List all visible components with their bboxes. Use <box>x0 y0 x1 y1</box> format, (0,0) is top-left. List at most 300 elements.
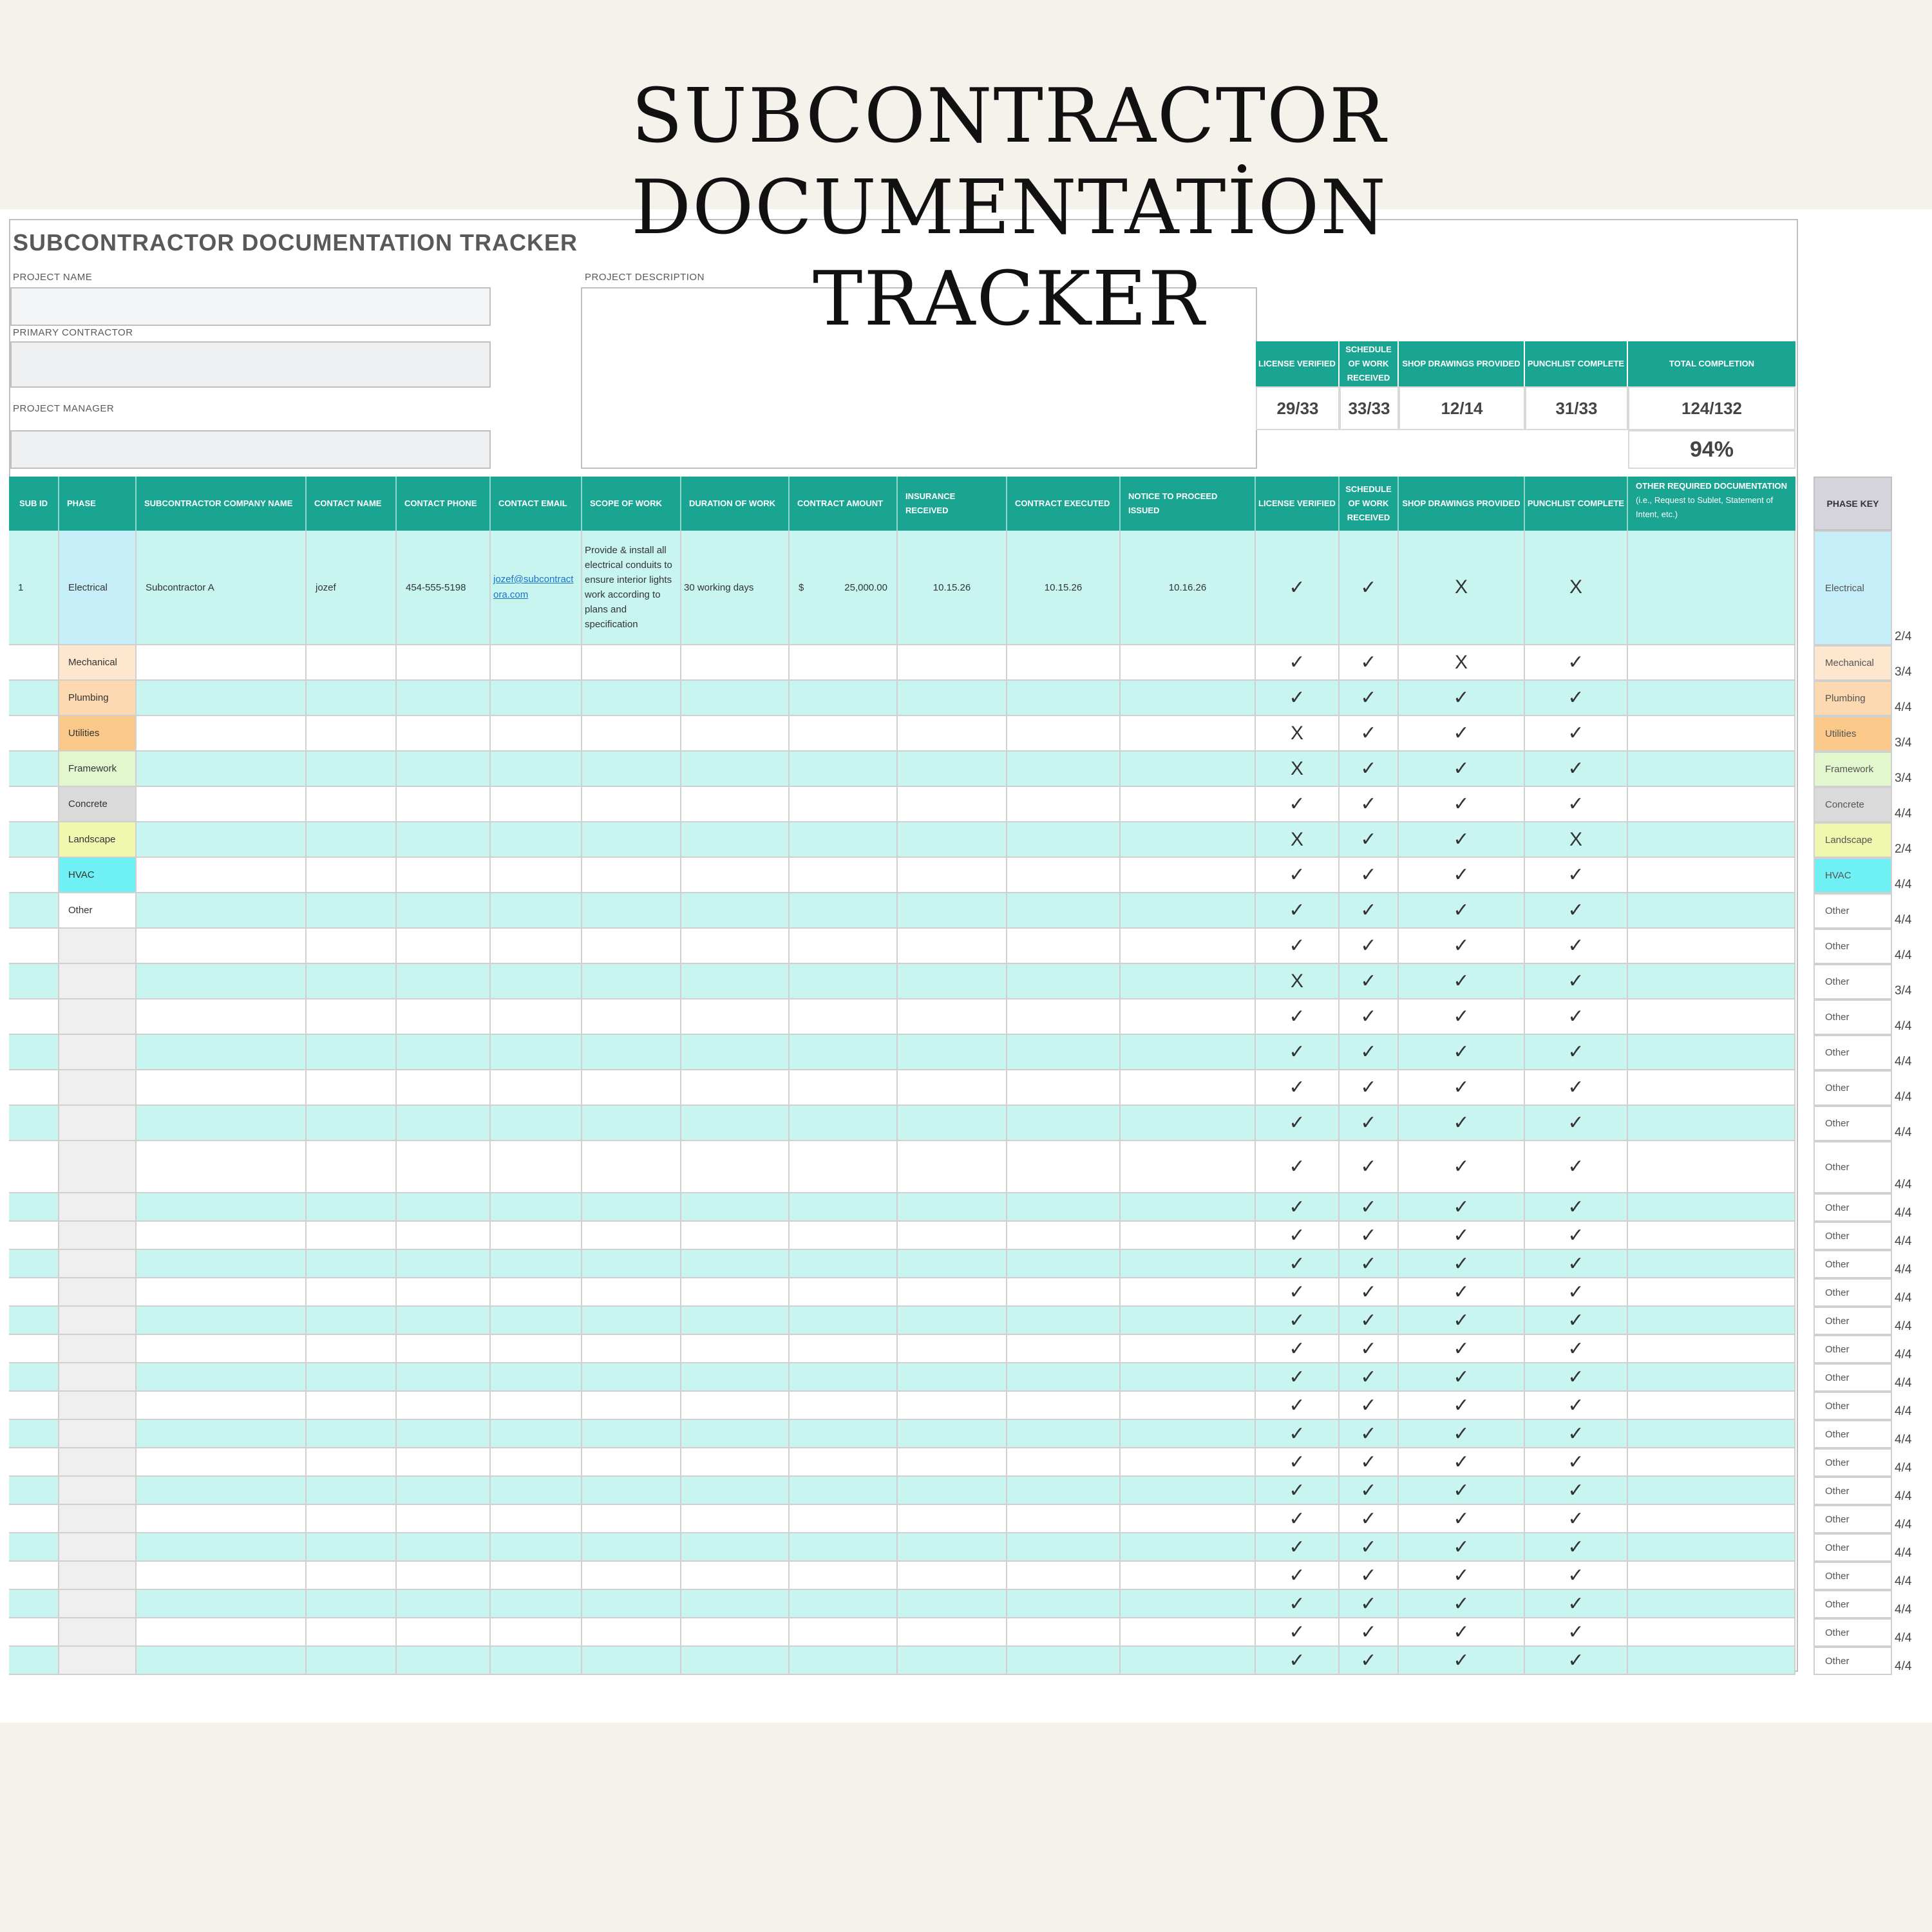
status-check-mark[interactable]: ✓ <box>1340 1070 1399 1106</box>
table-cell[interactable] <box>9 1477 59 1505</box>
table-cell[interactable] <box>1628 531 1795 645</box>
table-cell[interactable] <box>137 1070 307 1106</box>
table-cell[interactable] <box>1121 893 1256 929</box>
table-cell[interactable] <box>9 1307 59 1335</box>
table-cell[interactable] <box>137 1335 307 1363</box>
table-cell[interactable] <box>307 929 397 964</box>
table-cell[interactable] <box>59 1590 137 1618</box>
table-cell[interactable] <box>681 1222 790 1250</box>
status-check-mark[interactable]: ✓ <box>1256 1035 1340 1070</box>
status-check-mark[interactable]: ✓ <box>1399 1618 1525 1647</box>
status-check-mark[interactable]: ✓ <box>1340 1335 1399 1363</box>
table-cell[interactable] <box>137 1477 307 1505</box>
status-x-mark[interactable]: X <box>1256 822 1340 858</box>
table-cell[interactable] <box>1628 1335 1795 1363</box>
table-cell[interactable] <box>9 929 59 964</box>
phase-cell[interactable]: Plumbing <box>59 681 137 716</box>
table-cell[interactable] <box>1121 1106 1256 1141</box>
table-cell[interactable] <box>59 1618 137 1647</box>
table-cell[interactable] <box>898 929 1007 964</box>
table-cell[interactable] <box>9 1035 59 1070</box>
table-cell[interactable] <box>898 1035 1007 1070</box>
status-check-mark[interactable]: ✓ <box>1340 1278 1399 1307</box>
table-cell[interactable] <box>9 716 59 752</box>
table-cell[interactable] <box>307 1505 397 1533</box>
table-cell[interactable] <box>681 1533 790 1562</box>
table-cell[interactable] <box>9 1363 59 1392</box>
status-check-mark[interactable]: ✓ <box>1256 1533 1340 1562</box>
table-cell[interactable] <box>790 1505 898 1533</box>
table-cell[interactable] <box>59 1647 137 1675</box>
table-cell[interactable] <box>1121 1505 1256 1533</box>
table-cell[interactable] <box>491 1562 582 1590</box>
table-cell[interactable] <box>898 1250 1007 1278</box>
table-cell[interactable] <box>59 1448 137 1477</box>
status-check-mark[interactable]: ✓ <box>1256 1070 1340 1106</box>
table-cell[interactable] <box>1007 1420 1121 1448</box>
table-cell[interactable] <box>59 1363 137 1392</box>
table-cell[interactable] <box>1628 1477 1795 1505</box>
table-cell[interactable] <box>681 858 790 893</box>
table-cell[interactable] <box>307 787 397 822</box>
status-check-mark[interactable]: ✓ <box>1256 929 1340 964</box>
status-check-mark[interactable]: ✓ <box>1340 1477 1399 1505</box>
status-x-mark[interactable]: X <box>1399 645 1525 681</box>
status-check-mark[interactable]: ✓ <box>1525 1307 1628 1335</box>
table-cell[interactable] <box>790 681 898 716</box>
table-cell[interactable] <box>1628 716 1795 752</box>
table-cell[interactable] <box>582 1533 681 1562</box>
table-cell[interactable] <box>582 716 681 752</box>
table-cell[interactable] <box>1628 1278 1795 1307</box>
insurance-cell[interactable]: 10.15.26 <box>898 531 1007 645</box>
status-check-mark[interactable]: ✓ <box>1399 1477 1525 1505</box>
table-cell[interactable] <box>9 1420 59 1448</box>
table-cell[interactable] <box>307 1562 397 1590</box>
table-cell[interactable] <box>790 752 898 787</box>
table-cell[interactable] <box>307 893 397 929</box>
status-check-mark[interactable]: ✓ <box>1340 752 1399 787</box>
table-cell[interactable] <box>681 1106 790 1141</box>
table-cell[interactable] <box>9 1193 59 1222</box>
status-check-mark[interactable]: ✓ <box>1399 999 1525 1035</box>
status-check-mark[interactable]: ✓ <box>1256 1141 1340 1193</box>
table-cell[interactable] <box>491 1533 582 1562</box>
table-cell[interactable] <box>397 1106 491 1141</box>
table-cell[interactable] <box>307 1250 397 1278</box>
table-cell[interactable] <box>9 964 59 999</box>
table-cell[interactable] <box>307 1278 397 1307</box>
table-cell[interactable] <box>790 1070 898 1106</box>
status-check-mark[interactable]: ✓ <box>1525 716 1628 752</box>
table-cell[interactable] <box>9 1070 59 1106</box>
table-cell[interactable] <box>582 1278 681 1307</box>
table-cell[interactable] <box>898 999 1007 1035</box>
status-check-mark[interactable]: ✓ <box>1256 1448 1340 1477</box>
table-cell[interactable] <box>307 858 397 893</box>
table-cell[interactable] <box>137 1533 307 1562</box>
table-cell[interactable] <box>9 1618 59 1647</box>
table-cell[interactable] <box>307 1477 397 1505</box>
table-cell[interactable] <box>898 1141 1007 1193</box>
table-cell[interactable] <box>137 822 307 858</box>
status-check-mark[interactable]: ✓ <box>1525 1222 1628 1250</box>
table-cell[interactable] <box>582 787 681 822</box>
table-cell[interactable] <box>790 1647 898 1675</box>
phase-cell[interactable]: Electrical <box>59 531 137 645</box>
table-cell[interactable] <box>1121 645 1256 681</box>
status-check-mark[interactable]: ✓ <box>1399 752 1525 787</box>
status-check-mark[interactable]: ✓ <box>1399 681 1525 716</box>
table-cell[interactable] <box>9 1590 59 1618</box>
table-cell[interactable] <box>491 1222 582 1250</box>
table-cell[interactable] <box>681 1392 790 1420</box>
company-cell[interactable]: Subcontractor A <box>137 531 307 645</box>
table-cell[interactable] <box>59 1193 137 1222</box>
table-cell[interactable] <box>397 1448 491 1477</box>
table-cell[interactable] <box>1007 787 1121 822</box>
status-check-mark[interactable]: ✓ <box>1340 716 1399 752</box>
table-cell[interactable] <box>137 1141 307 1193</box>
status-check-mark[interactable]: ✓ <box>1340 999 1399 1035</box>
status-check-mark[interactable]: ✓ <box>1256 999 1340 1035</box>
table-cell[interactable] <box>1007 1562 1121 1590</box>
table-cell[interactable] <box>137 645 307 681</box>
table-cell[interactable] <box>307 1193 397 1222</box>
table-cell[interactable] <box>790 1477 898 1505</box>
table-cell[interactable] <box>59 1250 137 1278</box>
table-cell[interactable] <box>1121 787 1256 822</box>
table-cell[interactable] <box>681 1035 790 1070</box>
col-header-scope[interactable]: SCOPE OF WORK <box>582 477 681 531</box>
table-cell[interactable] <box>898 1505 1007 1533</box>
table-cell[interactable] <box>397 1307 491 1335</box>
table-cell[interactable] <box>1007 822 1121 858</box>
table-cell[interactable] <box>397 964 491 999</box>
table-cell[interactable] <box>307 1307 397 1335</box>
table-cell[interactable] <box>1121 1448 1256 1477</box>
status-check-mark[interactable]: ✓ <box>1340 1141 1399 1193</box>
table-cell[interactable] <box>491 1141 582 1193</box>
col-header-phase[interactable]: PHASE <box>59 477 137 531</box>
status-check-mark[interactable]: ✓ <box>1340 1618 1399 1647</box>
table-cell[interactable] <box>307 1106 397 1141</box>
table-cell[interactable] <box>681 964 790 999</box>
table-cell[interactable] <box>898 1562 1007 1590</box>
table-cell[interactable] <box>137 1505 307 1533</box>
table-cell[interactable] <box>790 1590 898 1618</box>
table-cell[interactable] <box>681 1363 790 1392</box>
status-check-mark[interactable]: ✓ <box>1399 1307 1525 1335</box>
table-cell[interactable] <box>397 1618 491 1647</box>
table-cell[interactable] <box>491 1477 582 1505</box>
status-check-mark[interactable]: ✓ <box>1525 1250 1628 1278</box>
contact-email-link[interactable]: jozef@subcontractora.com <box>491 531 582 645</box>
table-cell[interactable] <box>137 1222 307 1250</box>
table-cell[interactable] <box>1007 929 1121 964</box>
table-cell[interactable] <box>491 1363 582 1392</box>
table-cell[interactable] <box>1121 1477 1256 1505</box>
status-check-mark[interactable]: ✓ <box>1340 1448 1399 1477</box>
table-cell[interactable] <box>790 645 898 681</box>
table-cell[interactable] <box>681 1618 790 1647</box>
status-check-mark[interactable]: ✓ <box>1399 822 1525 858</box>
table-cell[interactable] <box>1121 1035 1256 1070</box>
table-cell[interactable] <box>790 1278 898 1307</box>
table-cell[interactable] <box>491 929 582 964</box>
status-check-mark[interactable]: ✓ <box>1256 531 1340 645</box>
col-header-contact-name[interactable]: CONTACT NAME <box>307 477 397 531</box>
table-cell[interactable] <box>9 1222 59 1250</box>
table-cell[interactable] <box>1007 1647 1121 1675</box>
table-cell[interactable] <box>9 1647 59 1675</box>
table-cell[interactable] <box>137 858 307 893</box>
table-cell[interactable] <box>1121 1533 1256 1562</box>
table-cell[interactable] <box>307 1070 397 1106</box>
status-x-mark[interactable]: X <box>1399 531 1525 645</box>
table-cell[interactable] <box>397 1505 491 1533</box>
table-cell[interactable] <box>681 1562 790 1590</box>
table-cell[interactable] <box>790 1307 898 1335</box>
table-cell[interactable] <box>9 645 59 681</box>
table-cell[interactable] <box>681 752 790 787</box>
table-cell[interactable] <box>790 822 898 858</box>
table-cell[interactable] <box>397 929 491 964</box>
table-cell[interactable] <box>790 1420 898 1448</box>
status-check-mark[interactable]: ✓ <box>1256 1222 1340 1250</box>
status-check-mark[interactable]: ✓ <box>1256 1505 1340 1533</box>
table-cell[interactable] <box>1007 1448 1121 1477</box>
table-cell[interactable] <box>1007 1141 1121 1193</box>
table-cell[interactable] <box>1121 1193 1256 1222</box>
table-cell[interactable] <box>790 1250 898 1278</box>
table-cell[interactable] <box>59 999 137 1035</box>
table-cell[interactable] <box>307 1618 397 1647</box>
table-cell[interactable] <box>307 999 397 1035</box>
status-check-mark[interactable]: ✓ <box>1340 964 1399 999</box>
status-check-mark[interactable]: ✓ <box>1399 1533 1525 1562</box>
table-cell[interactable] <box>582 1250 681 1278</box>
table-cell[interactable] <box>397 822 491 858</box>
table-cell[interactable] <box>9 822 59 858</box>
col-header-schedule[interactable]: SCHEDULE OF WORK RECEIVED <box>1340 477 1399 531</box>
table-cell[interactable] <box>307 964 397 999</box>
status-check-mark[interactable]: ✓ <box>1399 1392 1525 1420</box>
table-cell[interactable] <box>790 1141 898 1193</box>
table-cell[interactable] <box>898 1420 1007 1448</box>
table-cell[interactable] <box>9 1106 59 1141</box>
status-check-mark[interactable]: ✓ <box>1525 999 1628 1035</box>
table-cell[interactable] <box>1121 822 1256 858</box>
status-check-mark[interactable]: ✓ <box>1256 1647 1340 1675</box>
table-cell[interactable] <box>681 787 790 822</box>
table-cell[interactable] <box>59 964 137 999</box>
status-check-mark[interactable]: ✓ <box>1399 964 1525 999</box>
col-header-sub-id[interactable]: SUB ID <box>9 477 59 531</box>
table-cell[interactable] <box>137 1278 307 1307</box>
scope-cell[interactable]: Provide & install all electrical conduits to ensure interior lights work according to plans and specification <box>582 531 681 645</box>
table-cell[interactable] <box>137 999 307 1035</box>
table-cell[interactable] <box>898 1533 1007 1562</box>
table-cell[interactable] <box>790 893 898 929</box>
table-cell[interactable] <box>582 1141 681 1193</box>
table-cell[interactable] <box>898 1448 1007 1477</box>
table-cell[interactable] <box>1007 1590 1121 1618</box>
phase-cell[interactable]: Landscape <box>59 822 137 858</box>
table-cell[interactable] <box>491 822 582 858</box>
table-cell[interactable] <box>137 752 307 787</box>
table-cell[interactable] <box>1007 999 1121 1035</box>
table-cell[interactable] <box>681 893 790 929</box>
phase-cell[interactable]: Other <box>59 893 137 929</box>
table-cell[interactable] <box>790 1533 898 1562</box>
table-cell[interactable] <box>790 1193 898 1222</box>
table-cell[interactable] <box>1628 964 1795 999</box>
table-cell[interactable] <box>681 1141 790 1193</box>
phase-cell[interactable]: Framework <box>59 752 137 787</box>
table-cell[interactable] <box>582 1647 681 1675</box>
status-check-mark[interactable]: ✓ <box>1525 1335 1628 1363</box>
table-cell[interactable] <box>59 1562 137 1590</box>
table-cell[interactable] <box>1628 1222 1795 1250</box>
table-cell[interactable] <box>898 1106 1007 1141</box>
status-check-mark[interactable]: ✓ <box>1256 1420 1340 1448</box>
status-check-mark[interactable]: ✓ <box>1399 1106 1525 1141</box>
table-cell[interactable] <box>681 716 790 752</box>
table-cell[interactable] <box>1628 787 1795 822</box>
table-cell[interactable] <box>1007 1618 1121 1647</box>
table-cell[interactable] <box>307 645 397 681</box>
table-cell[interactable] <box>898 1647 1007 1675</box>
status-check-mark[interactable]: ✓ <box>1399 1278 1525 1307</box>
status-check-mark[interactable]: ✓ <box>1525 1533 1628 1562</box>
table-cell[interactable] <box>582 822 681 858</box>
table-cell[interactable] <box>582 893 681 929</box>
table-cell[interactable] <box>1628 1562 1795 1590</box>
primary-contractor-input[interactable] <box>10 341 491 388</box>
table-cell[interactable] <box>59 929 137 964</box>
executed-cell[interactable]: 10.15.26 <box>1007 531 1121 645</box>
table-cell[interactable] <box>898 645 1007 681</box>
table-cell[interactable] <box>59 1505 137 1533</box>
col-header-insurance[interactable]: INSURANCE RECEIVED <box>898 477 1007 531</box>
status-check-mark[interactable]: ✓ <box>1525 893 1628 929</box>
table-cell[interactable] <box>1007 1035 1121 1070</box>
table-cell[interactable] <box>898 1335 1007 1363</box>
phase-cell[interactable]: Utilities <box>59 716 137 752</box>
col-header-duration[interactable]: DURATION OF WORK <box>681 477 790 531</box>
table-cell[interactable] <box>1007 1533 1121 1562</box>
table-cell[interactable] <box>1007 1222 1121 1250</box>
table-cell[interactable] <box>137 1392 307 1420</box>
table-cell[interactable] <box>137 1647 307 1675</box>
table-cell[interactable] <box>491 645 582 681</box>
table-cell[interactable] <box>681 681 790 716</box>
table-cell[interactable] <box>137 1250 307 1278</box>
table-cell[interactable] <box>582 1420 681 1448</box>
status-check-mark[interactable]: ✓ <box>1256 1392 1340 1420</box>
status-check-mark[interactable]: ✓ <box>1399 1222 1525 1250</box>
col-header-license[interactable]: LICENSE VERIFIED <box>1256 477 1340 531</box>
status-check-mark[interactable]: ✓ <box>1525 1647 1628 1675</box>
table-cell[interactable] <box>397 858 491 893</box>
table-cell[interactable] <box>1628 1590 1795 1618</box>
status-check-mark[interactable]: ✓ <box>1525 1562 1628 1590</box>
table-cell[interactable] <box>397 1363 491 1392</box>
table-cell[interactable] <box>397 893 491 929</box>
status-check-mark[interactable]: ✓ <box>1399 1420 1525 1448</box>
table-cell[interactable] <box>9 1505 59 1533</box>
table-cell[interactable] <box>137 964 307 999</box>
status-check-mark[interactable]: ✓ <box>1525 1363 1628 1392</box>
table-cell[interactable] <box>1007 716 1121 752</box>
status-check-mark[interactable]: ✓ <box>1340 1392 1399 1420</box>
table-cell[interactable] <box>397 787 491 822</box>
table-cell[interactable] <box>1628 645 1795 681</box>
table-cell[interactable] <box>137 1448 307 1477</box>
table-cell[interactable] <box>1121 1562 1256 1590</box>
table-cell[interactable] <box>898 858 1007 893</box>
table-cell[interactable] <box>137 1590 307 1618</box>
table-cell[interactable] <box>1121 999 1256 1035</box>
table-cell[interactable] <box>1628 858 1795 893</box>
table-cell[interactable] <box>898 822 1007 858</box>
table-cell[interactable] <box>1628 822 1795 858</box>
table-cell[interactable] <box>59 1533 137 1562</box>
status-check-mark[interactable]: ✓ <box>1256 681 1340 716</box>
table-cell[interactable] <box>491 1193 582 1222</box>
col-header-executed[interactable]: CONTRACT EXECUTED <box>1007 477 1121 531</box>
status-check-mark[interactable]: ✓ <box>1525 1477 1628 1505</box>
status-check-mark[interactable]: ✓ <box>1340 858 1399 893</box>
table-cell[interactable] <box>397 1590 491 1618</box>
phase-cell[interactable]: Concrete <box>59 787 137 822</box>
table-cell[interactable] <box>491 1647 582 1675</box>
status-check-mark[interactable]: ✓ <box>1525 1392 1628 1420</box>
table-cell[interactable] <box>9 1141 59 1193</box>
status-check-mark[interactable]: ✓ <box>1525 681 1628 716</box>
status-check-mark[interactable]: ✓ <box>1256 1278 1340 1307</box>
table-cell[interactable] <box>1007 752 1121 787</box>
table-cell[interactable] <box>898 752 1007 787</box>
table-cell[interactable] <box>397 1035 491 1070</box>
table-cell[interactable] <box>137 1618 307 1647</box>
table-cell[interactable] <box>491 716 582 752</box>
table-cell[interactable] <box>898 1278 1007 1307</box>
status-check-mark[interactable]: ✓ <box>1399 858 1525 893</box>
table-cell[interactable] <box>307 1363 397 1392</box>
table-cell[interactable] <box>790 787 898 822</box>
status-check-mark[interactable]: ✓ <box>1525 1505 1628 1533</box>
table-cell[interactable] <box>9 1250 59 1278</box>
table-cell[interactable] <box>681 999 790 1035</box>
table-cell[interactable] <box>9 999 59 1035</box>
table-cell[interactable] <box>397 1392 491 1420</box>
table-cell[interactable] <box>790 716 898 752</box>
table-cell[interactable] <box>307 1533 397 1562</box>
table-cell[interactable] <box>1007 1392 1121 1420</box>
table-cell[interactable] <box>491 752 582 787</box>
status-check-mark[interactable]: ✓ <box>1525 1590 1628 1618</box>
table-cell[interactable] <box>59 1141 137 1193</box>
table-cell[interactable] <box>397 681 491 716</box>
table-cell[interactable] <box>307 1141 397 1193</box>
table-cell[interactable] <box>898 787 1007 822</box>
status-check-mark[interactable]: ✓ <box>1340 1106 1399 1141</box>
status-check-mark[interactable]: ✓ <box>1340 1035 1399 1070</box>
table-cell[interactable] <box>898 681 1007 716</box>
table-cell[interactable] <box>1628 1250 1795 1278</box>
